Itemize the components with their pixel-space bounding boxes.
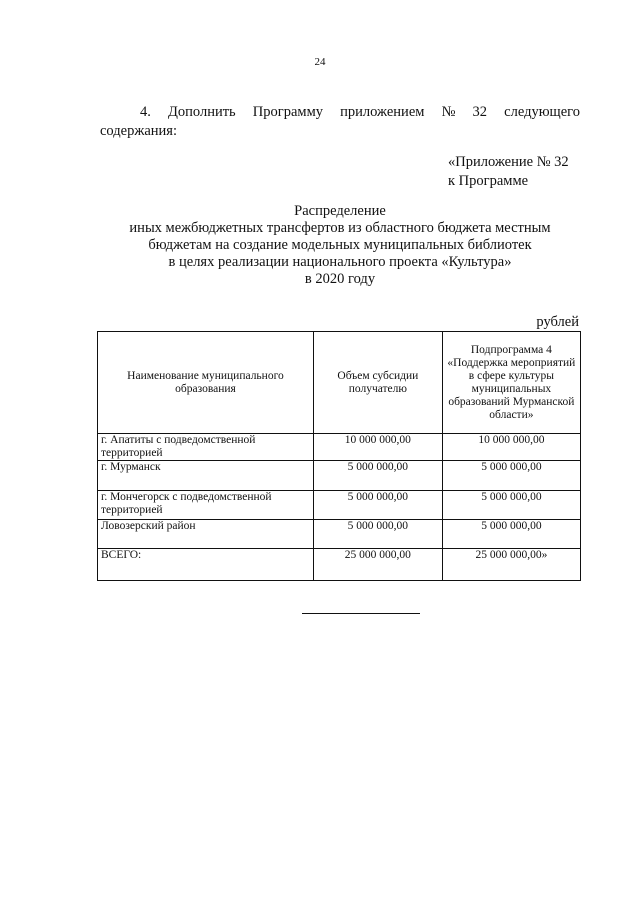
header-municipality: Наименование муниципального образования: [98, 332, 314, 434]
title-line-3: бюджетам на создание модельных муниципальных библиотек: [148, 237, 532, 253]
cell-subsidy: 10 000 000,00: [313, 434, 442, 461]
appendix-line-2: к Программе: [448, 173, 529, 189]
table-header-row: [98, 332, 581, 434]
title-line-5: в 2020 году: [304, 271, 376, 287]
appendix-line-1: «Приложение № 32: [448, 154, 569, 170]
distribution-table: [97, 331, 581, 581]
paragraph-line-1: [100, 103, 580, 122]
currency-label: рублей: [536, 314, 579, 330]
document-title: [0, 203, 640, 288]
cell-municipality: г. Апатиты с подведомственной территорией: [98, 434, 314, 461]
cell-municipality: г. Мурманск: [98, 461, 314, 491]
cell-subprogram: 10 000 000,00: [442, 434, 580, 461]
closing-line: [302, 613, 420, 614]
table-row: [98, 491, 581, 520]
cell-subprogram: 5 000 000,00: [442, 491, 580, 520]
title-line-4: в целях реализации национального проекта «Культура»: [168, 254, 512, 270]
paragraph-word: №: [441, 104, 456, 120]
cell-subprogram: 5 000 000,00: [442, 520, 580, 549]
paragraph-word: следующего: [504, 104, 580, 120]
cell-subsidy: 5 000 000,00: [313, 491, 442, 520]
header-subprogram: Подпрограмма 4 «Поддержка мероприятий в сфере культуры муниципальных образований Мурманской области»: [442, 332, 580, 434]
paragraph-line-2: содержания:: [100, 123, 178, 139]
cell-total-subprogram: 25 000 000,00»: [442, 549, 580, 581]
cell-subsidy: 5 000 000,00: [313, 520, 442, 549]
cell-municipality: г. Мончегорск с подведомственной территорией: [98, 491, 314, 520]
cell-total-label: ВСЕГО:: [98, 549, 314, 581]
table-row: [98, 434, 581, 461]
appendix-header: [448, 153, 569, 191]
table-row: [98, 549, 581, 581]
table-row: [98, 520, 581, 549]
amendment-paragraph: [100, 103, 580, 141]
paragraph-word: приложением: [340, 104, 425, 120]
paragraph-word: Программу: [252, 104, 324, 120]
table-row: [98, 461, 581, 491]
paragraph-word: Дополнить: [168, 104, 236, 120]
title-line-2: иных межбюджетных трансфертов из областного бюджета местным: [129, 220, 551, 236]
cell-subprogram: 5 000 000,00: [442, 461, 580, 491]
cell-subsidy: 5 000 000,00: [313, 461, 442, 491]
page-number: 24: [314, 56, 326, 68]
paragraph-word: 32: [472, 104, 488, 120]
title-line-1: Распределение: [294, 203, 386, 219]
cell-municipality: Ловозерский район: [98, 520, 314, 549]
header-subsidy: Объем субсидии получателю: [313, 332, 442, 434]
cell-total-subsidy: 25 000 000,00: [313, 549, 442, 581]
paragraph-number: 4.: [140, 104, 151, 120]
